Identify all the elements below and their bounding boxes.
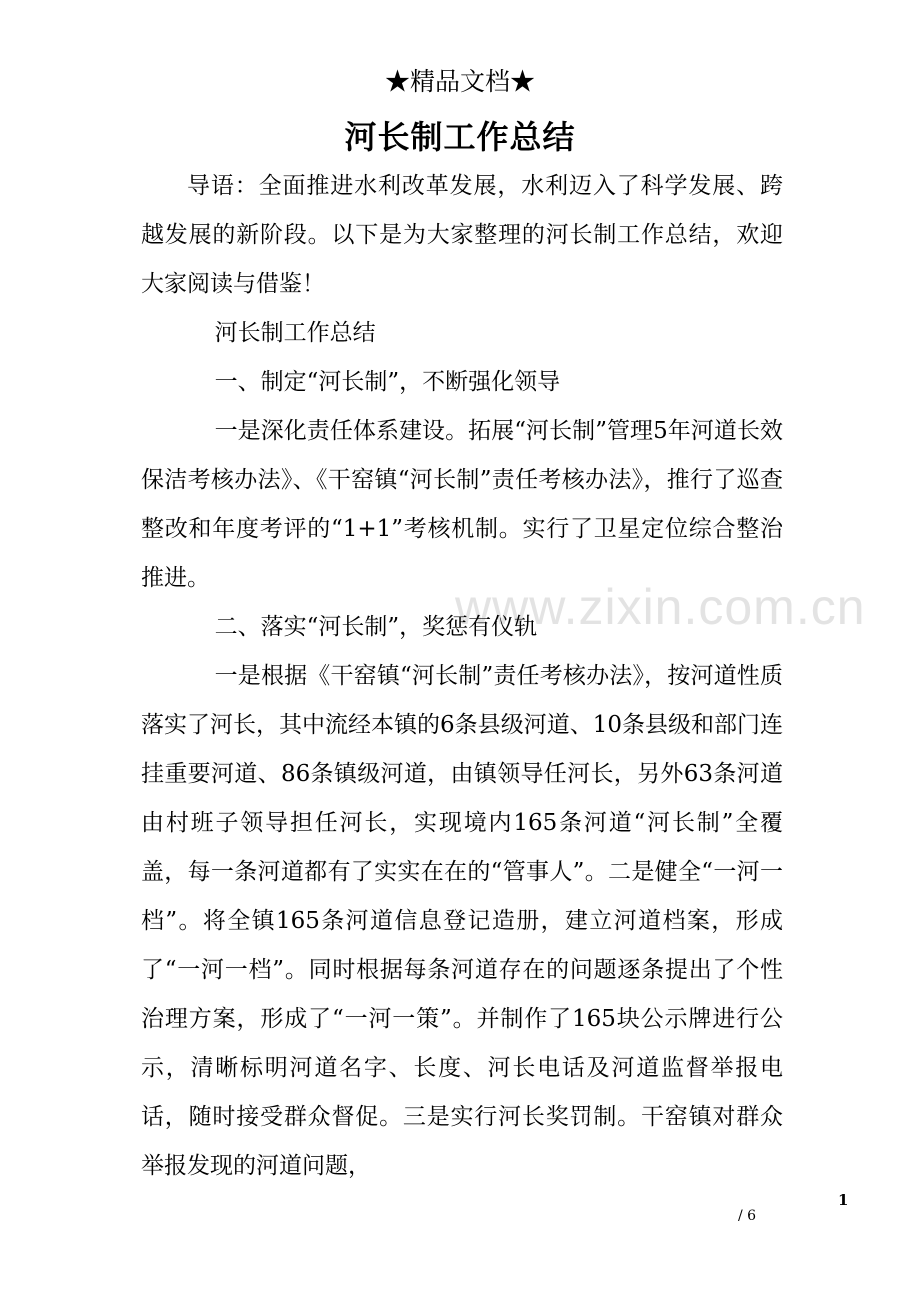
section-heading-2: 二、落实“河长制”，奖惩有仪轨 [214, 614, 538, 640]
page-total: / 6 [738, 1208, 757, 1224]
body-paragraph-2: 一是根据《干窑镇“河长制”责任考核办法》，按河道性质落实了河长，其中流经本镇的6条县级河道、10条县级和部门连挂重要河道、86条镇级河道，由镇领导任河长，另外63条河道由村班子领导担任河长，实现境内165条河道“河长制”全覆盖，每一条河道都有了实实在在的“管事人”。二是健全“一河一档”。将全镇165条河道信息登记造册，建立河道档案，形成了“一河一档”。同时根据每条河道存在的问题逐条提出了个性治理方案，形成了“一河一策”。并制作了165块公示牌进行公示，清晰标明河道名字、长度、河长电话及河道监督举报电话，随时接受群众督促。三是实行河长奖罚制。干窑镇对群众举报发现的河道问题， [141, 663, 783, 1179]
body-paragraph-1: 一是深化责任体系建设。拓展“河长制”管理5年河道长效保洁考核办法》、《干窑镇“河长制”责任考核办法》，推行了巡查整改和年度考评的“1+1”考核机制。实行了卫星定位综合整治推进。 [141, 418, 783, 591]
watermark: www.zixin.com.cn [455, 579, 866, 635]
document-body [141, 162, 783, 1191]
section-heading-1: 一、制定“河长制”，不断强化领导 [214, 369, 561, 395]
document-title: 河长制工作总结 [344, 118, 576, 156]
page-header: ★精品文档★ [384, 67, 535, 96]
section-title: 河长制工作总结 [214, 320, 376, 346]
page-number: 1 [838, 1191, 849, 1209]
intro-paragraph: 导语：全面推进水利改革发展，水利迈入了科学发展、跨越发展的新阶段。以下是为大家整理的河长制工作总结，欢迎大家阅读与借鉴！ [141, 173, 783, 297]
